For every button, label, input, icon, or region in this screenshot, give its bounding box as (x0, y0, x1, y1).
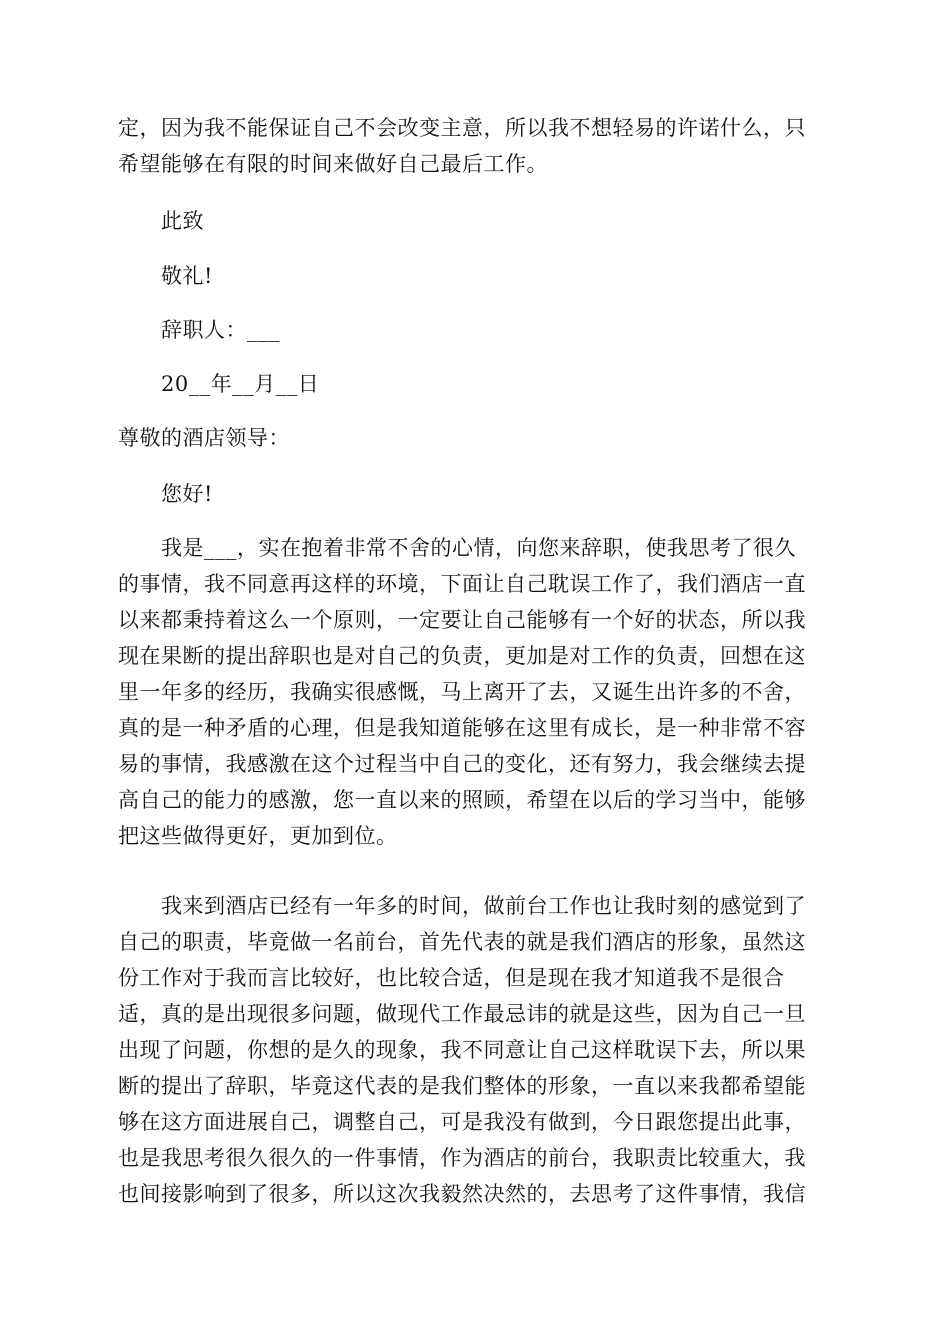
signer-line: 辞职人：___ (161, 318, 280, 342)
paragraph-line: 希望能够在有限的时间来做好自己最后工作。 (118, 152, 548, 176)
paragraph-line: 里一年多的经历，我确实很感慨，马上离开了去，又诞生出许多的不舍， (118, 680, 806, 704)
paragraph-line: 自己的职责，毕竟做一名前台，首先代表的就是我们酒店的形象，虽然这 (118, 930, 806, 954)
body-paragraph-1 (118, 530, 832, 854)
paragraph-line: 高自己的能力的感激，您一直以来的照顾，希望在以后的学习当中，能够 (118, 788, 806, 812)
paragraph-line: 份工作对于我而言比较好，也比较合适，但是现在我才知道我不是很合 (118, 966, 785, 990)
paragraph-line: 的事情，我不同意再这样的环境，下面让自己耽误工作了，我们酒店一直 (118, 572, 806, 596)
paragraph-continued (118, 110, 832, 182)
paragraph-line: 现在果断的提出辞职也是对自己的负责，更加是对工作的负责，回想在这 (118, 644, 806, 668)
paragraph-line: 我来到酒店已经有一年多的时间，做前台工作也让我时刻的感觉到了 (161, 894, 806, 918)
paragraph-line: 易的事情，我感激在这个过程当中自己的变化，还有努力，我会继续去提 (118, 752, 806, 776)
paragraph-line: 适，真的是出现很多问题，做现代工作最忌讳的就是这些，因为自己一旦 (118, 1002, 806, 1026)
paragraph-line: 也是我思考很久很久的一件事情，作为酒店的前台，我职责比较重大，我 (118, 1146, 806, 1170)
paragraph-line: 把这些做得更好，更加到位。 (118, 824, 398, 848)
paragraph-line: 也间接影响到了很多，所以这次我毅然决然的，去思考了这件事情，我信 (118, 1182, 806, 1206)
paragraph-line: 定，因为我不能保证自己不会改变主意，所以我不想轻易的许诺什么，只 (118, 116, 806, 140)
paragraph-line: 够在这方面进展自己，调整自己，可是我没有做到，今日跟您提出此事， (118, 1110, 806, 1134)
body-paragraph-2 (118, 888, 832, 1212)
paragraph-line: 真的是一种矛盾的心理，但是我知道能够在这里有成长，是一种非常不容 (118, 716, 806, 740)
paragraph-line: 以来都秉持着这么一个原则，一定要让自己能够有一个好的状态，所以我 (118, 608, 806, 632)
paragraph-line: 出现了问题，你想的是久的现象，我不同意让自己这样耽误下去，所以果 (118, 1038, 806, 1062)
addressee: 尊敬的酒店领导： (118, 426, 290, 450)
date-line: 20__年__月__日 (161, 372, 320, 396)
closing-salute-2: 敬礼! (161, 264, 213, 288)
closing-salute-1: 此致 (161, 209, 204, 233)
paragraph-line: 我是___，实在抱着非常不舍的心情，向您来辞职，使我思考了很久 (161, 536, 796, 560)
paragraph-line: 断的提出了辞职，毕竟这代表的是我们整体的形象，一直以来我都希望能 (118, 1074, 806, 1098)
greeting: 您好! (161, 482, 213, 506)
